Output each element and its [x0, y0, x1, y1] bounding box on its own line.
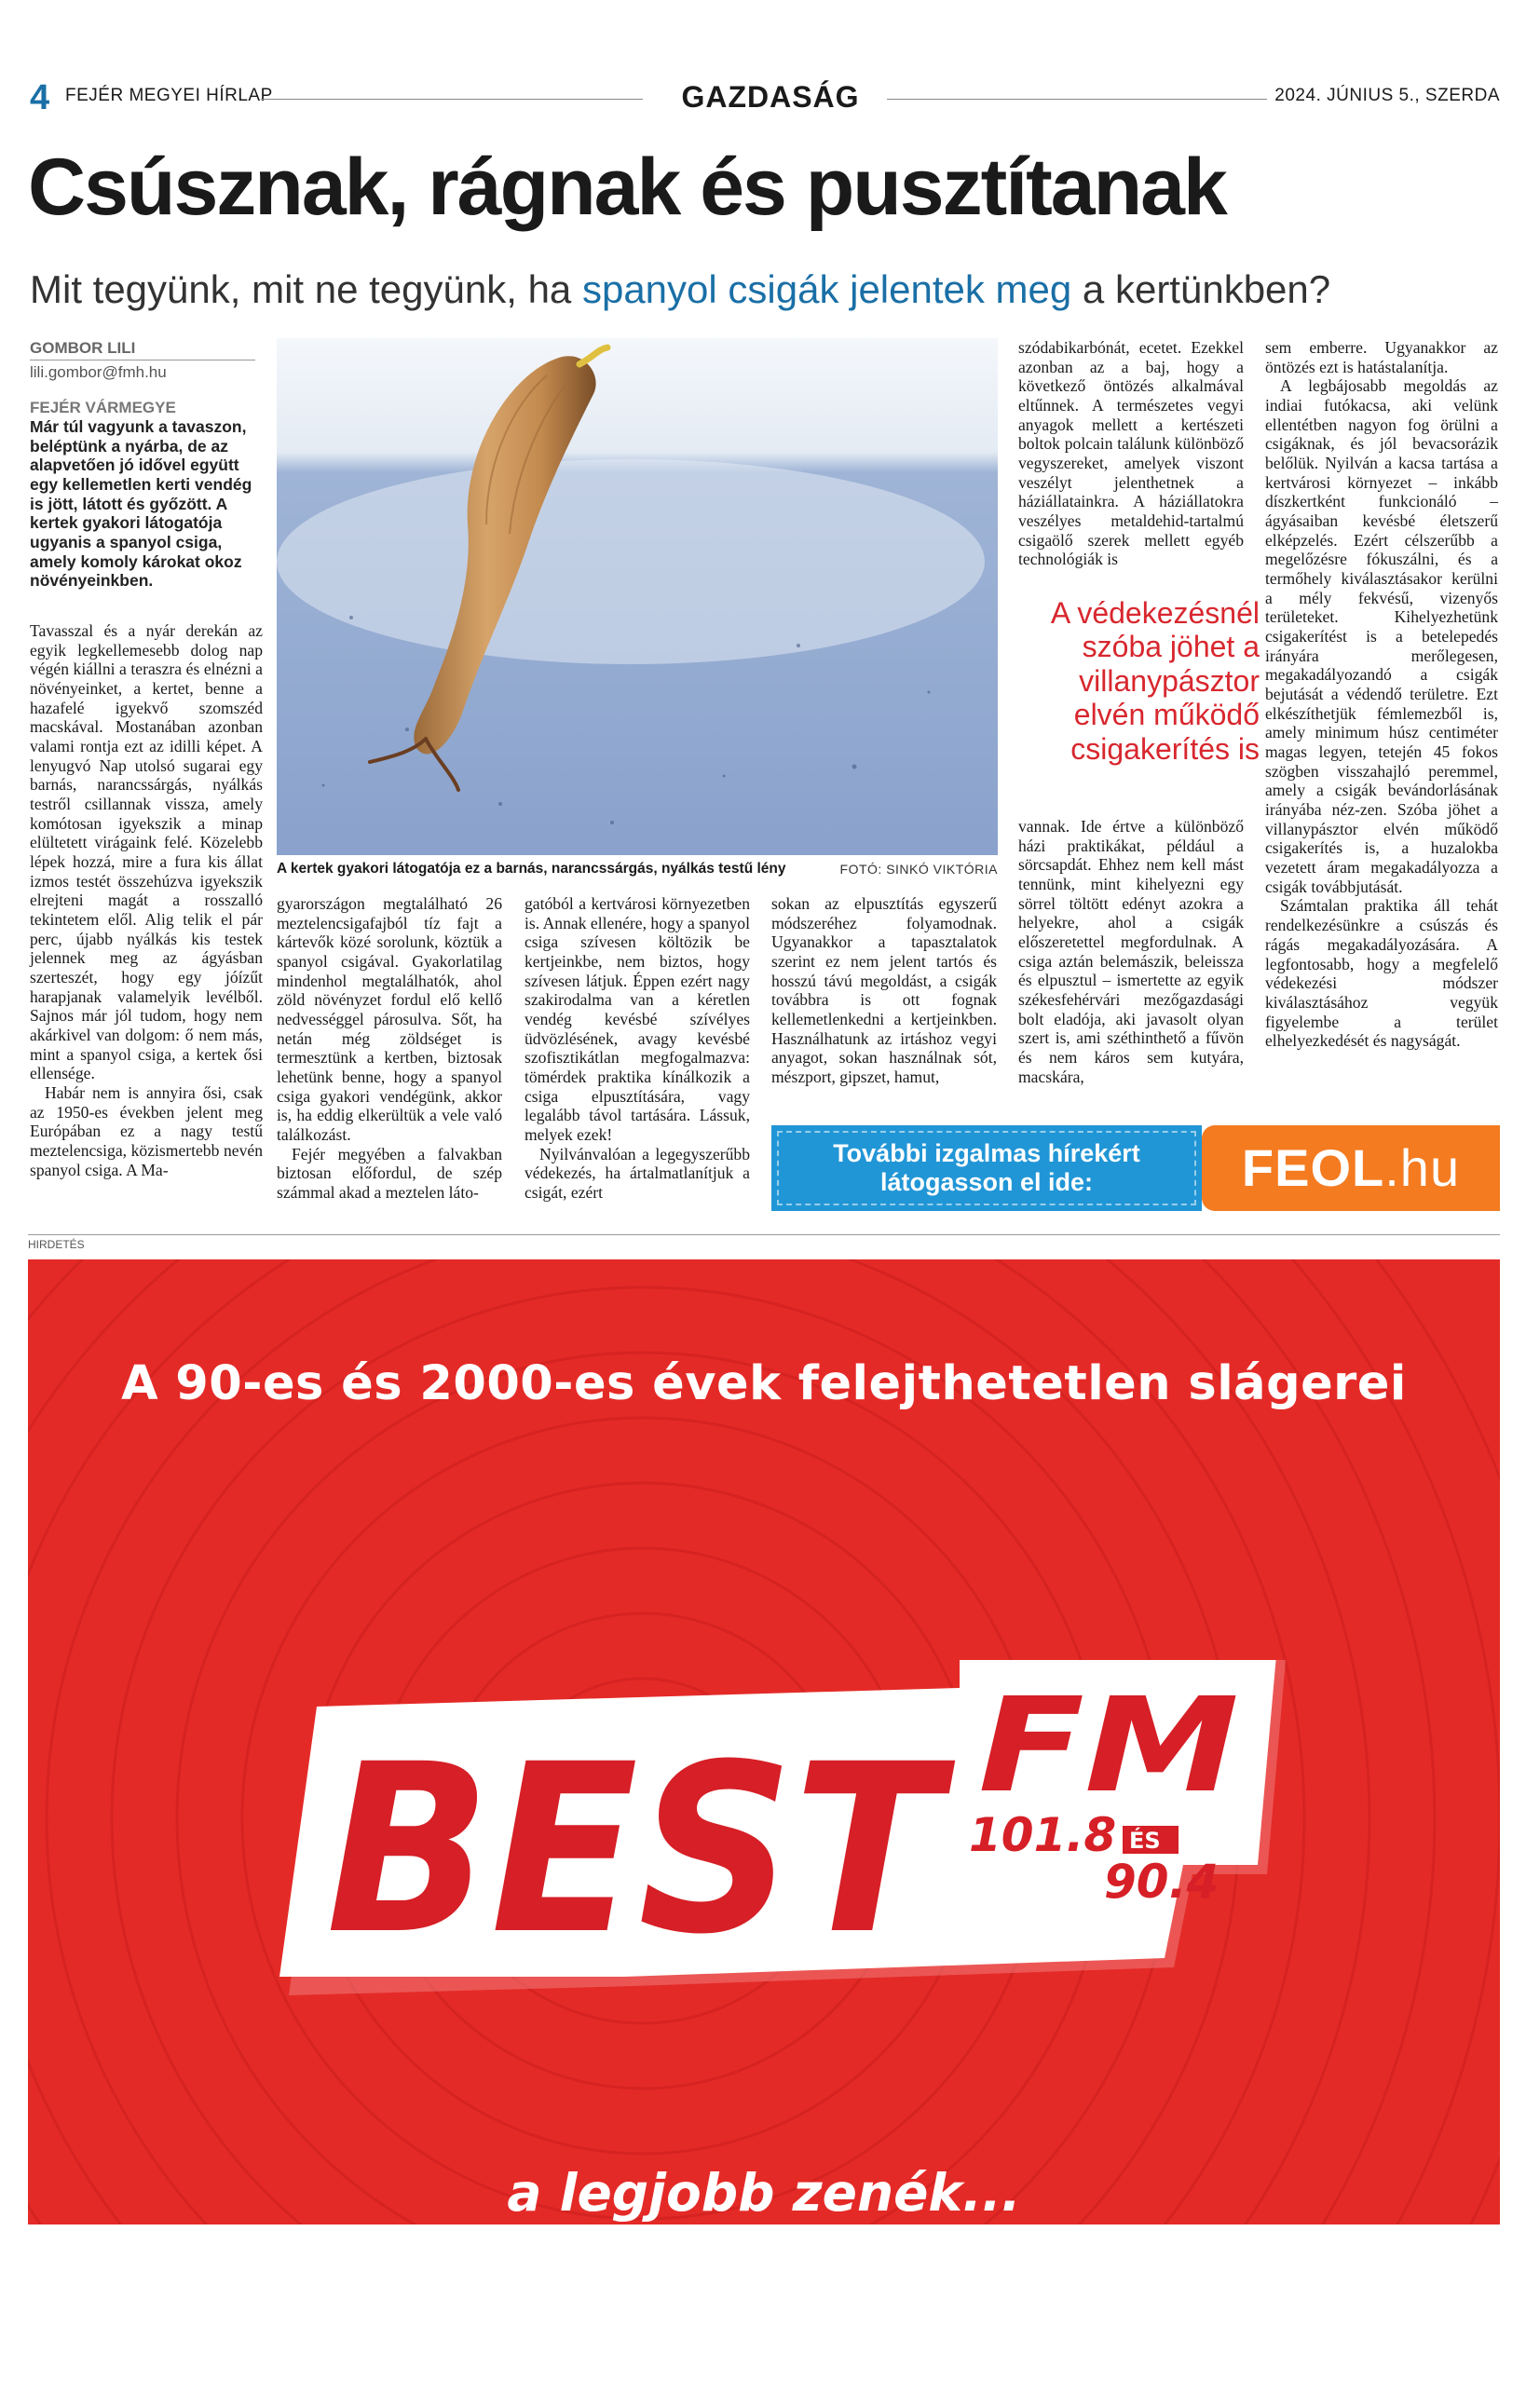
paragraph: Tavasszal és a nyár derekán az egyik legkellemesebb dolog nap végén kiállni a teraszra és elnézni a növényeinket, a kertet, benne a hazafelé igyekvő szomszéd macskával. Mostanában azonban valami rontja ezt az idilli képet. A lenyugvó Nap utolsó sugarai egy barnás, narancssárgás, nyálkás testről csillannak vissza, amely komótosan igyekszik a minap elültetett virágaink felé. Közelebb lépek hozzá, mire a fura kis állat izmos testét összehúzva igyekszik elrejteni magát a rosszalló tekintetem elől. Alig telik el pár perc, újabb nyálkás kis testek jelennek meg az ágyásban szerteszét, hogy egy jóízűt harapjanak valamelyik levélből. Sajnos már jól tudom, hogy nem akárkivel van dolgom: ő nem más, mint a spanyol csiga, a kertek ősi ellensége. [30, 621, 263, 1083]
article-column-2 [277, 894, 502, 1216]
article-column-1 [30, 621, 263, 1218]
bestfm-advertisement[interactable] [28, 1259, 1500, 2224]
slug-photo [277, 338, 998, 855]
subhead-highlight: spanyol csigák jelentek meg [581, 267, 1072, 311]
feol-logo-link[interactable] [1202, 1125, 1500, 1211]
ad-bottom-tagline: a legjobb zenék... [507, 2163, 1021, 2223]
subhead-part-1: Mit tegyünk, mit ne tegyünk, ha [30, 267, 582, 311]
promo-line-1: További izgalmas hírekért [833, 1139, 1140, 1167]
bestfm-logo-fm: FM [978, 1670, 1239, 1822]
subhead-part-2: a kertünkben? [1071, 267, 1331, 311]
paragraph: vannak. Ide értve a különböző házi praktikákat, például a sörcsapdát. Ehhez nem kell mást tennünk, mint kihelyezni egy sörrel töltött edényt azokra a helyekre, ahol a csigák előszeretettel megfordulnak. A csiga aztán belemászik, beleissza és elpusztul – ismertette az egyik székesfehérvári mezőgazdasági bolt eladója, aki javasolt olyan szert is, ami széthinthető a fűvön és nem káros sem kutyára, macskára, [1018, 817, 1244, 1086]
paragraph: szódabikarbónát, ecetet. Ezekkel azonban az a baj, hogy a következő öntözés alkalmával eltűnnek. A természetes vegyi anyagok mellett a kertészeti boltok polcain találunk különböző vegyszereket, amelyek viszont veszélyt jelenthetnek a háziállatainkra. A háziállatokra veszélyes metaldehid-tartalmú csigaölő szerek mellett egyéb technológiák is [1018, 338, 1244, 569]
lead-text: Már túl vagyunk a tavaszon, beléptünk a nyárba, de az alapvetően jó idővel együtt egy kellemetlen kerti vendég is jött, látott és győzött. A kertek gyakori látogatója ugyanis a spanyol csiga, amely komoly károkat okoz növényeinkben. [30, 417, 252, 591]
paragraph: Habár nem is annyira ősi, csak az 1950-es években jelent meg Európában ez a nagy testű meztelencsiga, közismertebb nevén spanyol csiga. A Ma- [30, 1083, 263, 1179]
pull-quote: A védekezésnél szóba jöhet a villanypásztor elvén működő csigakerítés is [1050, 596, 1260, 766]
author-email[interactable]: lili.gombor@fmh.hu [30, 363, 167, 381]
article-lead [30, 399, 263, 591]
frequency-1: 101.8 [969, 1808, 1117, 1862]
paragraph: gatóból a kertvárosi környezetben is. Annak ellenére, hogy a spanyol csiga szívesen költözik be kertjeinkbe, nem biztos, hogy szívesen látjuk. Éppen ezért nagy szakirodalma van a kéretlen vendég kevésbé szívélyes üdvözlésének, avagy kevésbé szofisztikátlan megfogalmazva: tömérdek praktika kínálkozik a csiga elpusztítására, vagy legalább távol tartására. Lássuk, melyek ezek! [525, 894, 750, 1145]
article-column-5-top [1018, 338, 1244, 588]
article-column-4 [771, 894, 997, 1109]
author-name: GOMBOR LILI [30, 339, 255, 361]
article-column-5-bottom [1018, 817, 1244, 1110]
paragraph: gyarországon megtalálható 26 meztelencsigafajból tíz fajt a kártevők közé sorolunk, köztük a spanyol csigával. Gyakorlatilag mindenhol megtalálhatók, ahol zöld növényzet fordul elő kellő nedvességgel párosulva. Sőt, ha netán még zöldséget is termesztünk a kertben, biztosak lehetünk benne, hogy a spanyol csiga gyakori vendégünk, akkor is, ha eddig elkerültük a vele való találkozást. [277, 894, 502, 1145]
bestfm-logo-best: BEST [326, 1714, 957, 1985]
photo-caption: A kertek gyakori látogatója ez a barnás, narancssárgás, nyálkás testű lény [277, 861, 786, 877]
article-column-3 [525, 894, 750, 1216]
paragraph: Nyilvánvalóan a legegyszerűbb védekezés, ha ártalmatlanítjuk a csigát, ezért [525, 1144, 750, 1203]
frequency-2: 90.4 [1104, 1855, 1219, 1909]
page-number: 4 [30, 78, 50, 117]
feol-logo-main: FEOL [1241, 1138, 1385, 1197]
promo-line-2: látogasson el ide: [879, 1168, 1094, 1197]
bestfm-logo [261, 1660, 1332, 2005]
page-header [30, 78, 1500, 119]
section-title: GAZDASÁG [681, 80, 860, 114]
article-column-6 [1265, 338, 1498, 1111]
advertisement-label: HIRDETÉS [28, 1234, 1500, 1251]
byline [30, 339, 255, 382]
paragraph: sem emberre. Ugyanakkor az öntözés ezt is hatástalanítja. [1265, 338, 1498, 376]
ad-top-tagline: A 90-es és 2000-es évek felejthetetlen slágerei [121, 1356, 1407, 1411]
frequency-and: ÉS [1129, 1828, 1161, 1854]
promo-text-box [771, 1125, 1202, 1211]
article-headline: Csúsznak, rágnak és pusztítanak [28, 143, 1226, 232]
paragraph: Számtalan praktika áll tehát rendelkezésünkre a csúszás és rágás megakadályozására. A legfontosabb, hogy a megfelelő védekezési módszer kiválasztásához vegyük figyelembe a terület elhelyezkedését és nagyságát. [1265, 896, 1498, 1051]
paragraph: A legbájosabb megoldás az indiai futókacsa, aki velünk ellentétben nagyon fog örülni a csigáknak, és jól bevacsorázik belőlük. Nyilván a kacsa tartása a kertvárosi környezet – inkább díszkertként funkcionáló – ágyásaiban kevésbé életszerű elképzelés. Ezért célszerűbb a megelőzésre fókuszálni, és a termőhely kiválasztásakor kerülni a mély fekvésű, vizenyős területeket. Kihelyezhetünk csigakerítést is a betelepedés irányára merőlegesen, megakadályozandó a csigák bejutását a védendő területre. Ezt elkészíthetjük fémlemezből is, amely minimum húsz centiméter magas legyen, tetején 45 fokos szögben visszahajló peremmel, amely a csigák bevándorlásának irányába néz-zen. Szóba jöhet a villanypásztor elvén működő csigakerítés is, a huzalokba vezetett áram megakadályozza a csigák továbbjutását. [1265, 376, 1498, 896]
dateline-location: FEJÉR VÁRMEGYE [30, 399, 176, 416]
header-rule-left [261, 99, 643, 100]
article-subhead [30, 268, 1502, 311]
paragraph: Fejér megyében a falvakban biztosan előfordul, de szép számmal akad a meztelen láto- [277, 1144, 502, 1203]
header-rule-right [887, 99, 1267, 100]
publication-name: FEJÉR MEGYEI HÍRLAP [65, 86, 273, 105]
feol-promo-banner[interactable] [771, 1125, 1500, 1211]
photo-credit: FOTÓ: SINKÓ VIKTÓRIA [839, 862, 998, 877]
issue-date: 2024. JÚNIUS 5., SZERDA [1274, 86, 1500, 105]
paragraph: sokan az elpusztítás egyszerű módszeréhez folyamodnak. Ugyanakkor a tapasztalatok szerint ez nem jelent tartós és hosszú távú megoldást, a csigák továbbra is ott fognak kellemetlenkedni a kertjeinkben. Használhatunk az irtáshoz vegyi anyagot, sokan használnak sót, mészport, gipszet, hamut, [771, 894, 997, 1087]
photo-caption-bar [277, 857, 998, 885]
feol-logo-suffix: .hu [1384, 1138, 1461, 1197]
